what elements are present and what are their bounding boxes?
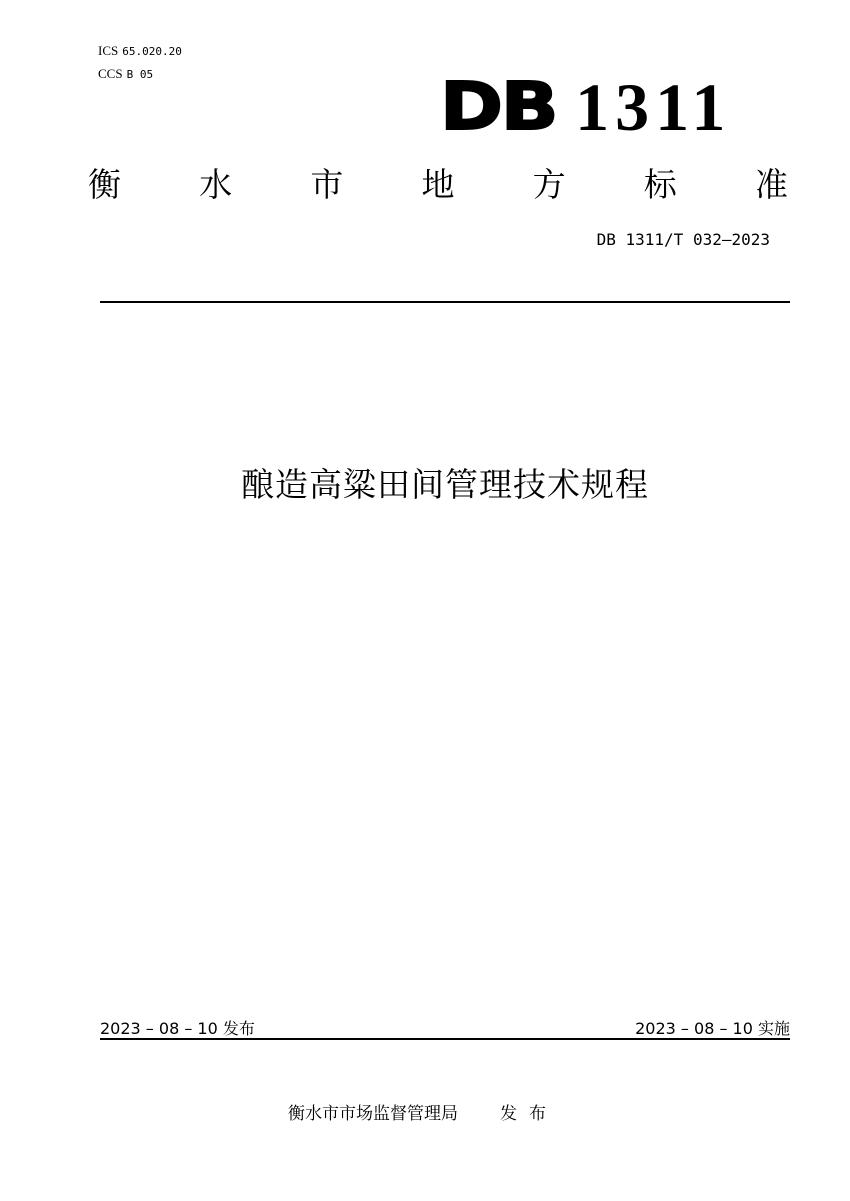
ics-line	[98, 40, 182, 63]
standard-type-char: 准	[754, 165, 788, 204]
implement-date: 2023 – 08 – 10 实施	[635, 1019, 790, 1038]
standard-type-char: 标	[643, 165, 677, 204]
standard-type-heading	[88, 160, 788, 210]
issuer-line	[288, 1099, 558, 1124]
db-logo	[440, 68, 732, 145]
ccs-code: B 05	[126, 68, 154, 81]
ccs-line	[98, 63, 182, 86]
standard-type-char: 市	[310, 165, 344, 204]
publish-date: 2023 – 08 – 10 发布	[100, 1019, 255, 1038]
ics-label: ICS	[98, 43, 119, 58]
standard-type-char: 方	[532, 165, 566, 204]
standard-type-char: 衡	[88, 165, 121, 204]
issue-verb: 发布	[500, 1104, 558, 1124]
document-title: 酿造高粱田间管理技术规程	[241, 465, 649, 504]
db-logo-number: 1311	[575, 69, 732, 145]
top-divider	[100, 301, 790, 303]
standard-type-char: 地	[421, 165, 455, 204]
issuer-name: 衡水市市场监督管理局	[288, 1104, 458, 1124]
standard-number: DB 1311/T 032—2023	[596, 230, 770, 249]
db-logo-prefix: DB	[440, 68, 557, 145]
standard-type-char: 水	[199, 165, 233, 204]
bottom-divider	[100, 1038, 790, 1040]
ccs-label: CCS	[98, 66, 123, 81]
classification-codes	[98, 40, 182, 86]
ics-code: 65.020.20	[122, 45, 182, 58]
